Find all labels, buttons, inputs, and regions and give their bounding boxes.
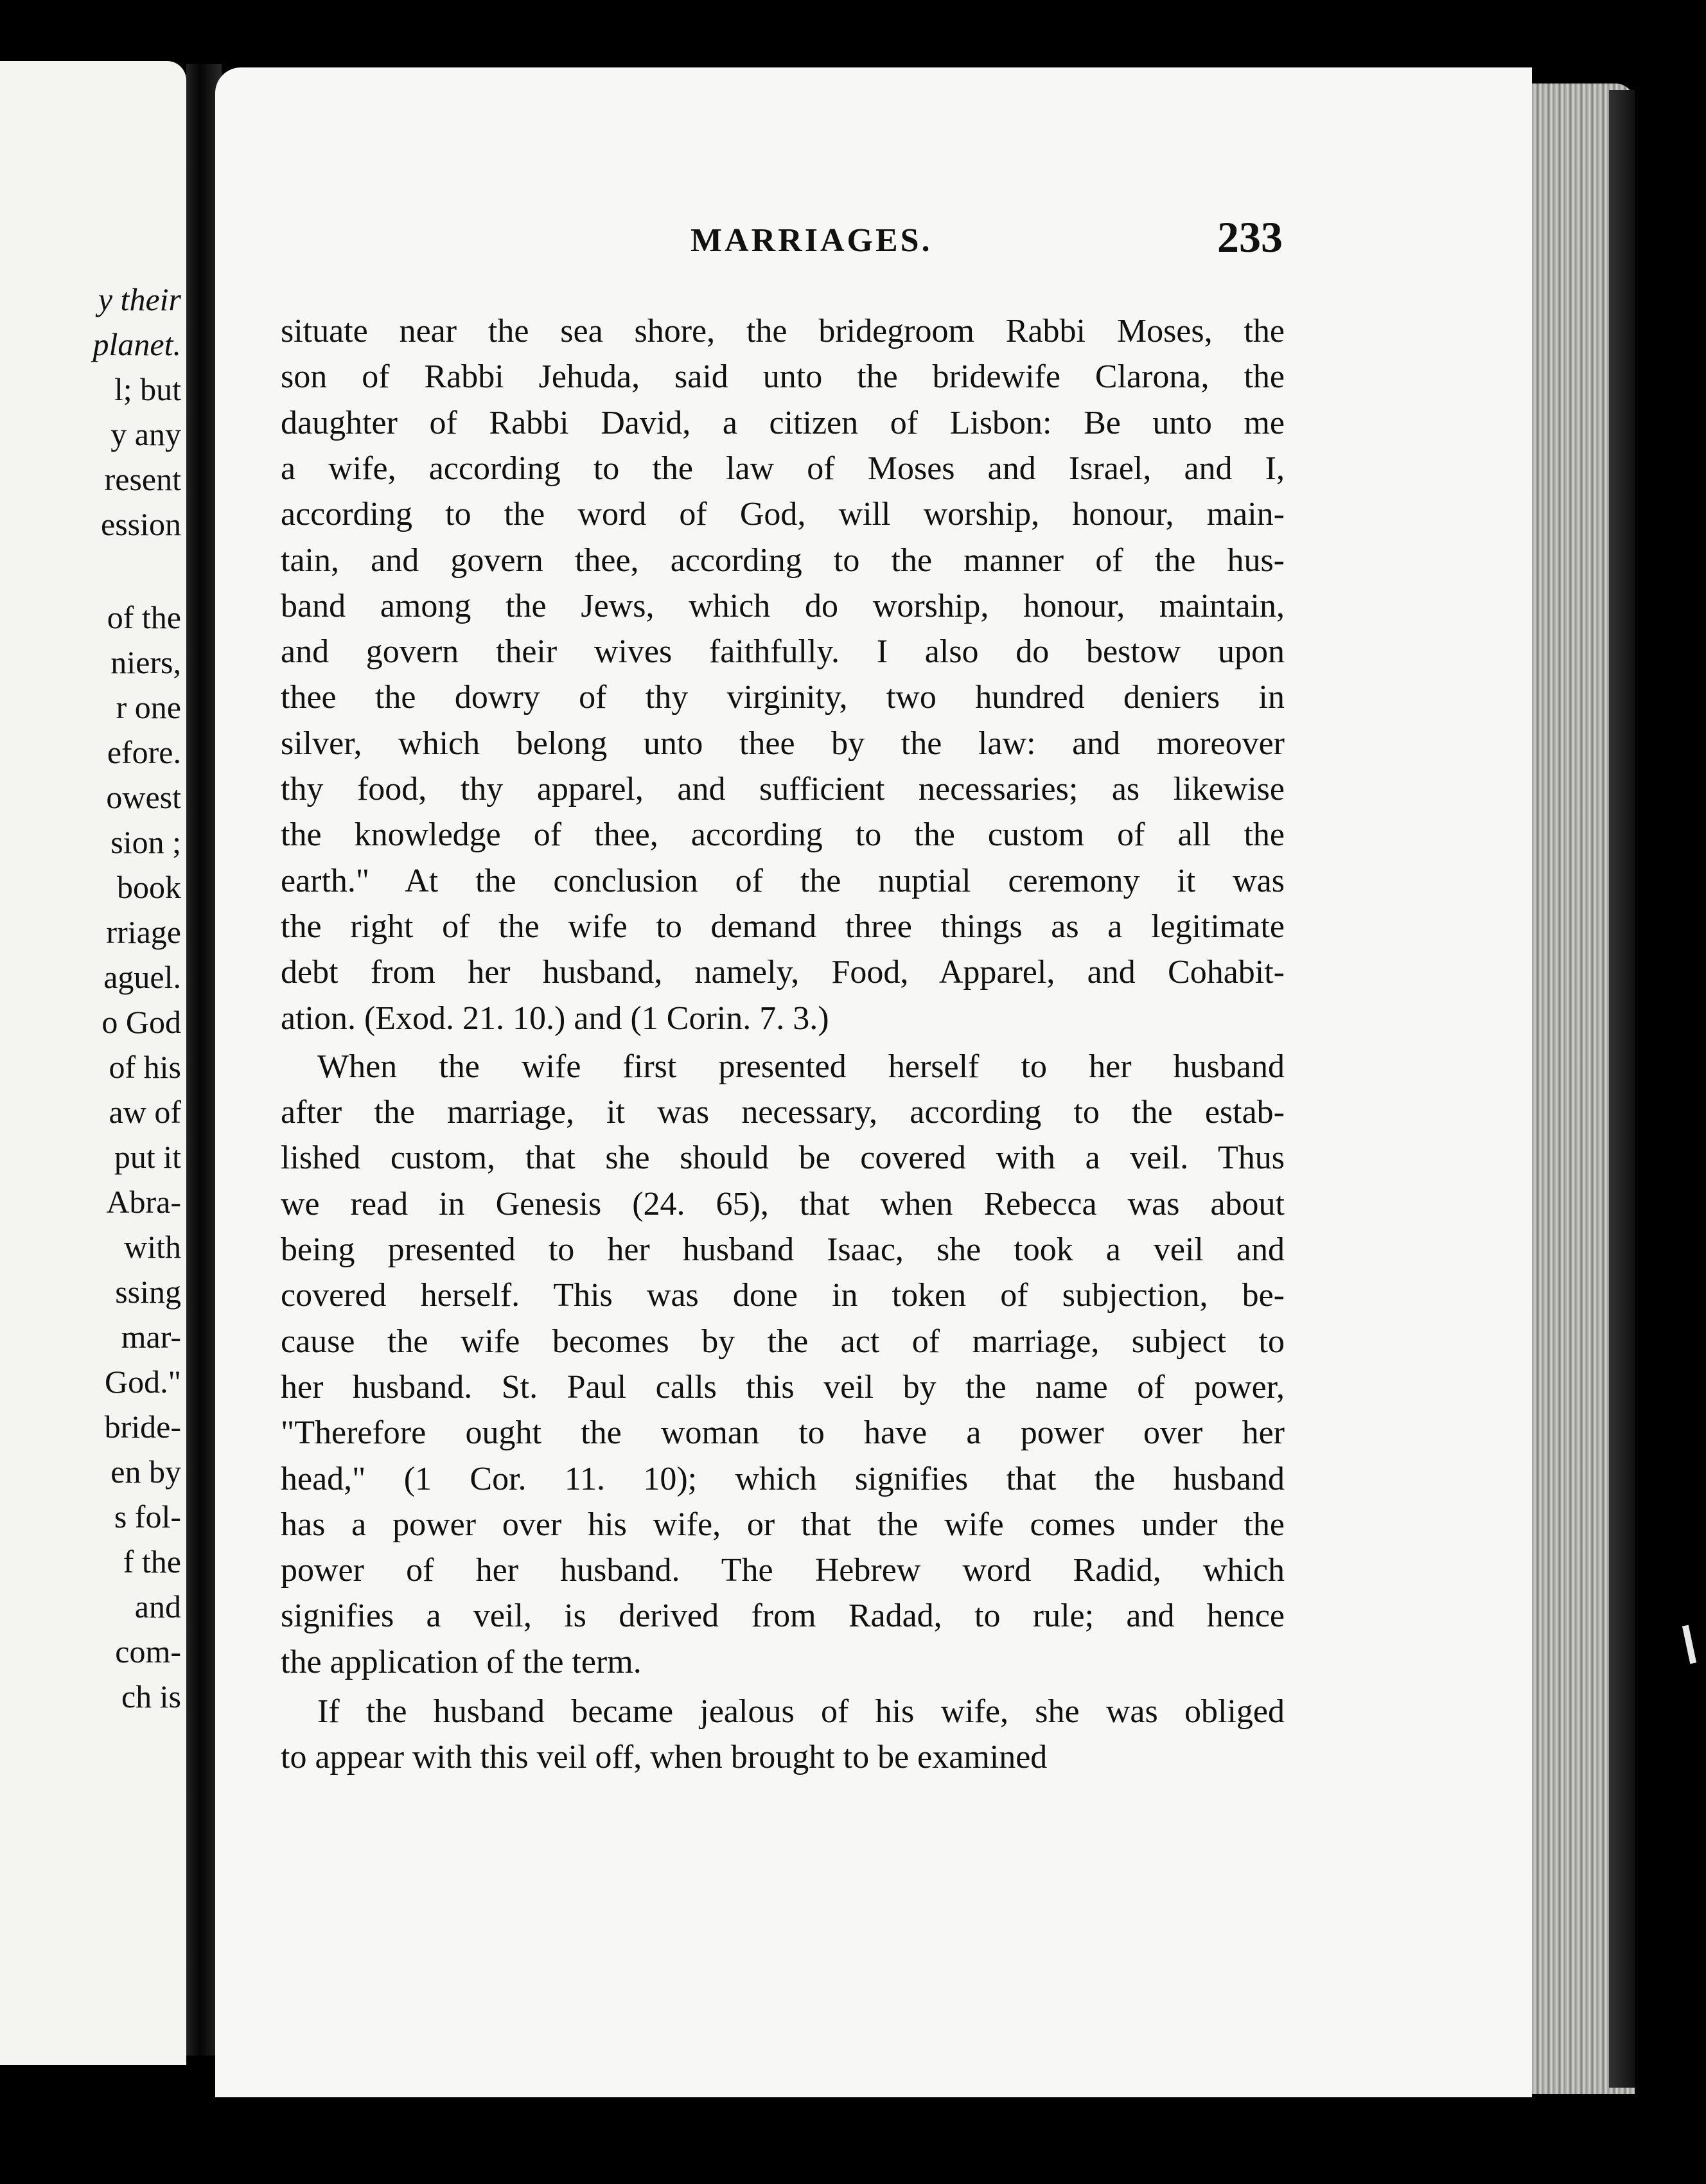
- body-line: head," (1 Cor. 11. 10); which signifies that the husband: [281, 1461, 1285, 1497]
- body-line: cause the wife becomes by the act of marriage, subject to: [281, 1323, 1285, 1360]
- body-line: we read in Genesis (24. 65), that when Rebecca was about: [281, 1186, 1285, 1222]
- page-number: 233: [1217, 213, 1283, 261]
- left-page-line: sion ;: [110, 824, 181, 860]
- body-line: thee the dowry of thy virginity, two hundred deniers in: [281, 679, 1285, 716]
- left-page-line: ch is: [121, 1678, 181, 1714]
- body-line: thy food, thy apparel, and sufficient necessaries; as likewise: [281, 771, 1285, 807]
- left-page-line: y any: [110, 416, 181, 452]
- body-line: being presented to her husband Isaac, she took a veil and: [281, 1231, 1285, 1268]
- body-line: daughter of Rabbi David, a citizen of Lisbon: Be unto me: [281, 405, 1285, 441]
- left-page-line: ession: [101, 506, 181, 542]
- left-page-line: com-: [115, 1634, 181, 1669]
- left-page-line: of his: [109, 1049, 181, 1085]
- left-page-line: aw of: [109, 1094, 181, 1130]
- body-line: power of her husband. The Hebrew word Radid, which: [281, 1552, 1285, 1589]
- left-page-line: God.": [104, 1364, 181, 1400]
- left-page-line: aguel.: [103, 959, 181, 995]
- left-page-line: planet.: [92, 326, 181, 362]
- left-page-line: efore.: [107, 734, 181, 770]
- running-head: MARRIAGES.: [690, 222, 933, 259]
- left-page-line: ssing: [115, 1274, 181, 1310]
- left-page-line: of the: [107, 599, 181, 635]
- body-line: her husband. St. Paul calls this veil by the name of power,: [281, 1369, 1285, 1405]
- body-line: the knowledge of thee, according to the custom of all the: [281, 816, 1285, 853]
- left-page-line: o God: [101, 1004, 181, 1040]
- left-page-line: owest: [106, 779, 181, 815]
- left-page-line: y their: [98, 281, 181, 317]
- body-line: son of Rabbi Jehuda, said unto the bridewife Clarona, the: [281, 358, 1285, 395]
- body-line: lished custom, that she should be covered with a veil. Thus: [281, 1140, 1285, 1176]
- body-line: silver, which belong unto thee by the law: and moreover: [281, 725, 1285, 762]
- left-page-line: r one: [116, 689, 181, 725]
- left-page-line: niers,: [110, 644, 181, 680]
- left-page-fragment: [0, 61, 186, 2065]
- body-line: band among the Jews, which do worship, honour, maintain,: [281, 588, 1285, 624]
- body-line: tain, and govern thee, according to the manner of the hus-: [281, 542, 1285, 579]
- body-line: has a power over his wife, or that the wife comes under the: [281, 1506, 1285, 1543]
- left-page-line: resent: [104, 461, 181, 497]
- body-line: according to the word of God, will worship, honour, main-: [281, 496, 1285, 533]
- body-line: When the wife first presented herself to her husband: [317, 1048, 1285, 1085]
- left-page-line: en by: [110, 1454, 181, 1490]
- left-page-line: bride-: [104, 1409, 181, 1445]
- body-line: debt from her husband, namely, Food, Apparel, and Cohabit-: [281, 954, 1285, 991]
- body-line: to appear with this veil off, when brought to be examined: [281, 1739, 1048, 1775]
- body-line: the application of the term.: [281, 1644, 642, 1680]
- left-page-line: Abra-: [106, 1184, 181, 1220]
- body-line: ation. (Exod. 21. 10.) and (1 Corin. 7. 3.): [281, 1000, 829, 1037]
- left-page-line: with: [124, 1229, 181, 1265]
- left-page-line: mar-: [121, 1319, 181, 1355]
- body-line: earth." At the conclusion of the nuptial ceremony it was: [281, 863, 1285, 899]
- body-line: covered herself. This was done in token of subjection, be-: [281, 1277, 1285, 1314]
- left-page-line: put it: [114, 1139, 181, 1175]
- left-page-line: s fol-: [114, 1499, 181, 1535]
- body-line: a wife, according to the law of Moses and Israel, and I,: [281, 450, 1285, 487]
- body-line: situate near the sea shore, the bridegroom Rabbi Moses, the: [281, 313, 1285, 349]
- scan-artifact: [1682, 1625, 1696, 1664]
- left-page-line: l; but: [114, 371, 181, 407]
- left-page-line: f the: [123, 1544, 181, 1580]
- left-page-line: and: [134, 1589, 181, 1625]
- body-line: "Therefore ought the woman to have a power over her: [281, 1414, 1285, 1451]
- body-line: signifies a veil, is derived from Radad, to rule; and hence: [281, 1598, 1285, 1634]
- body-line: the right of the wife to demand three things as a legitimate: [281, 908, 1285, 945]
- cover-edge: [1609, 90, 1635, 2088]
- body-line: and govern their wives faithfully. I also do bestow upon: [281, 633, 1285, 670]
- body-line: If the husband became jealous of his wife, she was obliged: [317, 1693, 1285, 1730]
- body-line: after the marriage, it was necessary, according to the estab-: [281, 1094, 1285, 1131]
- left-page-line: book: [117, 869, 181, 905]
- left-page-line: rriage: [106, 914, 181, 950]
